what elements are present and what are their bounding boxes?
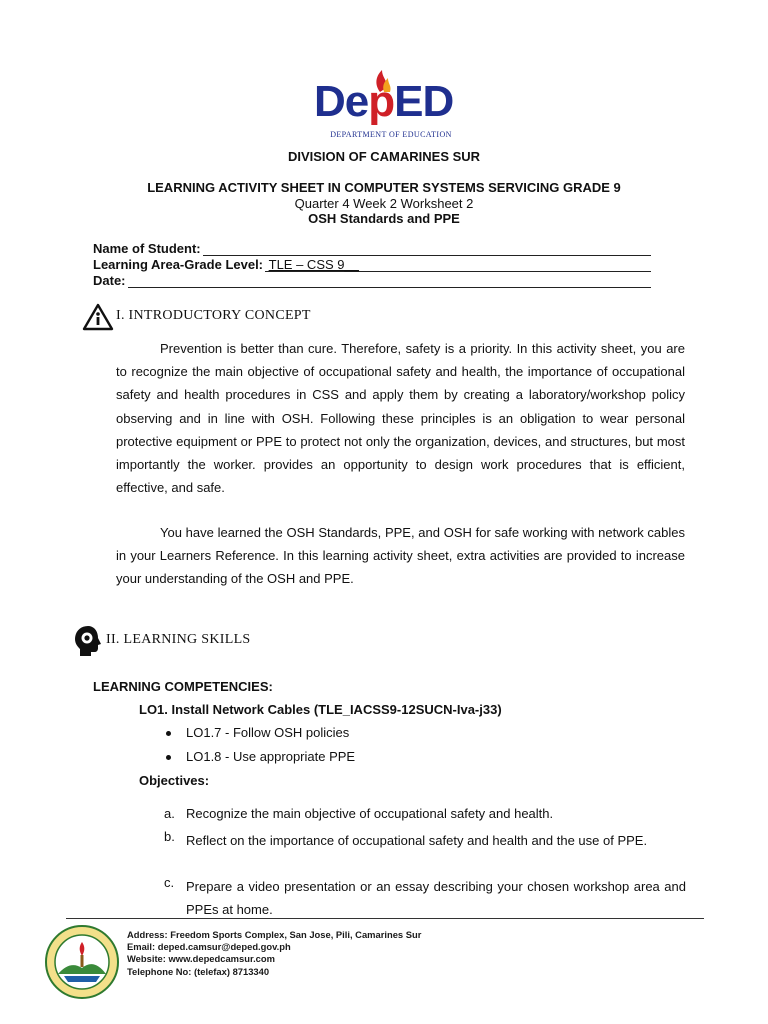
logo-text-ed: ED: [394, 77, 454, 126]
area-blank[interactable]: [265, 258, 651, 272]
sheet-title: LEARNING ACTIVITY SHEET IN COMPUTER SYSTEMS SERVICING GRADE 9: [147, 180, 621, 195]
lo1-title: LO1. Install Network Cables (TLE_IACSS9-12SUCN-Iva-j33): [139, 702, 502, 717]
quarter-week: Quarter 4 Week 2 Worksheet 2: [294, 196, 474, 211]
topic-title: OSH Standards and PPE: [308, 211, 460, 226]
learning-area-field: [93, 256, 651, 272]
learning-competencies-label: LEARNING COMPETENCIES:: [93, 679, 273, 694]
date-blank[interactable]: [128, 274, 651, 288]
objective-marker-a: a.: [164, 806, 175, 821]
intro-paragraph-1: Prevention is better than cure. Therefore, safety is a priority. In this activity sheet, you are to recognize the main objective of occupational safety and health, the importance of occupational safety and health procedures in CSS and apply them by creating a laboratory/workshop policy observing and in line with OSH. Following these principles is an obligation to wear personal protective equipment or PPE to protect not only the organization, devices, and structures, but most importantly the worker. provides an opportunity to design work procedures that is efficient, effective, and safe.: [116, 341, 685, 496]
division-title: DIVISION OF CAMARINES SUR: [287, 149, 481, 164]
footer-divider: [66, 918, 704, 919]
footer-telephone: Telephone No: (telefax) 8713340: [127, 965, 270, 977]
logo-text-de: De: [314, 77, 369, 126]
footer-address: Address: Freedom Sports Complex, San Jose, Pili, Camarines Sur: [127, 929, 422, 940]
name-of-student-field: [93, 240, 651, 256]
name-blank[interactable]: [203, 242, 651, 256]
logo-text-p: p: [368, 77, 395, 126]
date-label: Date:: [93, 273, 126, 288]
objective-marker-b: b.: [164, 829, 175, 844]
head-gear-icon: [73, 624, 103, 658]
introductory-concept-heading: I. INTRODUCTORY CONCEPT: [116, 308, 311, 323]
deped-logo: [310, 66, 470, 146]
footer-contact: [127, 929, 421, 978]
lo18-item: LO1.8 - Use appropriate PPE: [186, 749, 356, 764]
footer-email[interactable]: Email: deped.camsur@deped.gov.ph: [127, 941, 291, 953]
area-value: TLE – CSS 9__: [268, 257, 359, 272]
intro-paragraph-2: You have learned the OSH Standards, PPE, and OSH for safe working with network cables in your Learners Reference. In this learning activity sheet, extra activities are provided to increase your understanding of the OSH and PPE.: [116, 525, 685, 587]
warning-triangle-icon: [82, 303, 114, 331]
bullet-dot: [166, 731, 171, 736]
learning-skills-heading: II. LEARNING SKILLS: [106, 632, 251, 647]
objective-marker-c: c.: [164, 875, 175, 890]
footer-website[interactable]: Website: www.depedcamsur.com: [127, 953, 275, 965]
lo17-item: LO1.7 - Follow OSH policies: [186, 725, 350, 740]
objectives-label: Objectives:: [139, 773, 210, 788]
area-label: Learning Area-Grade Level:: [93, 257, 264, 272]
objective-b: Reflect on the importance of occupational safety and health and the use of PPE.: [186, 833, 648, 848]
bullet-dot: [166, 755, 171, 760]
schools-division-seal-icon: [44, 924, 120, 1000]
date-field: [93, 272, 651, 288]
objective-a: Recognize the main objective of occupational safety and health.: [186, 806, 554, 821]
objective-c: Prepare a video presentation or an essay describing your chosen workshop area and PPEs at home.: [186, 879, 686, 917]
logo-subtitle: DEPARTMENT OF EDUCATION: [330, 130, 452, 139]
name-label: Name of Student:: [93, 241, 201, 256]
